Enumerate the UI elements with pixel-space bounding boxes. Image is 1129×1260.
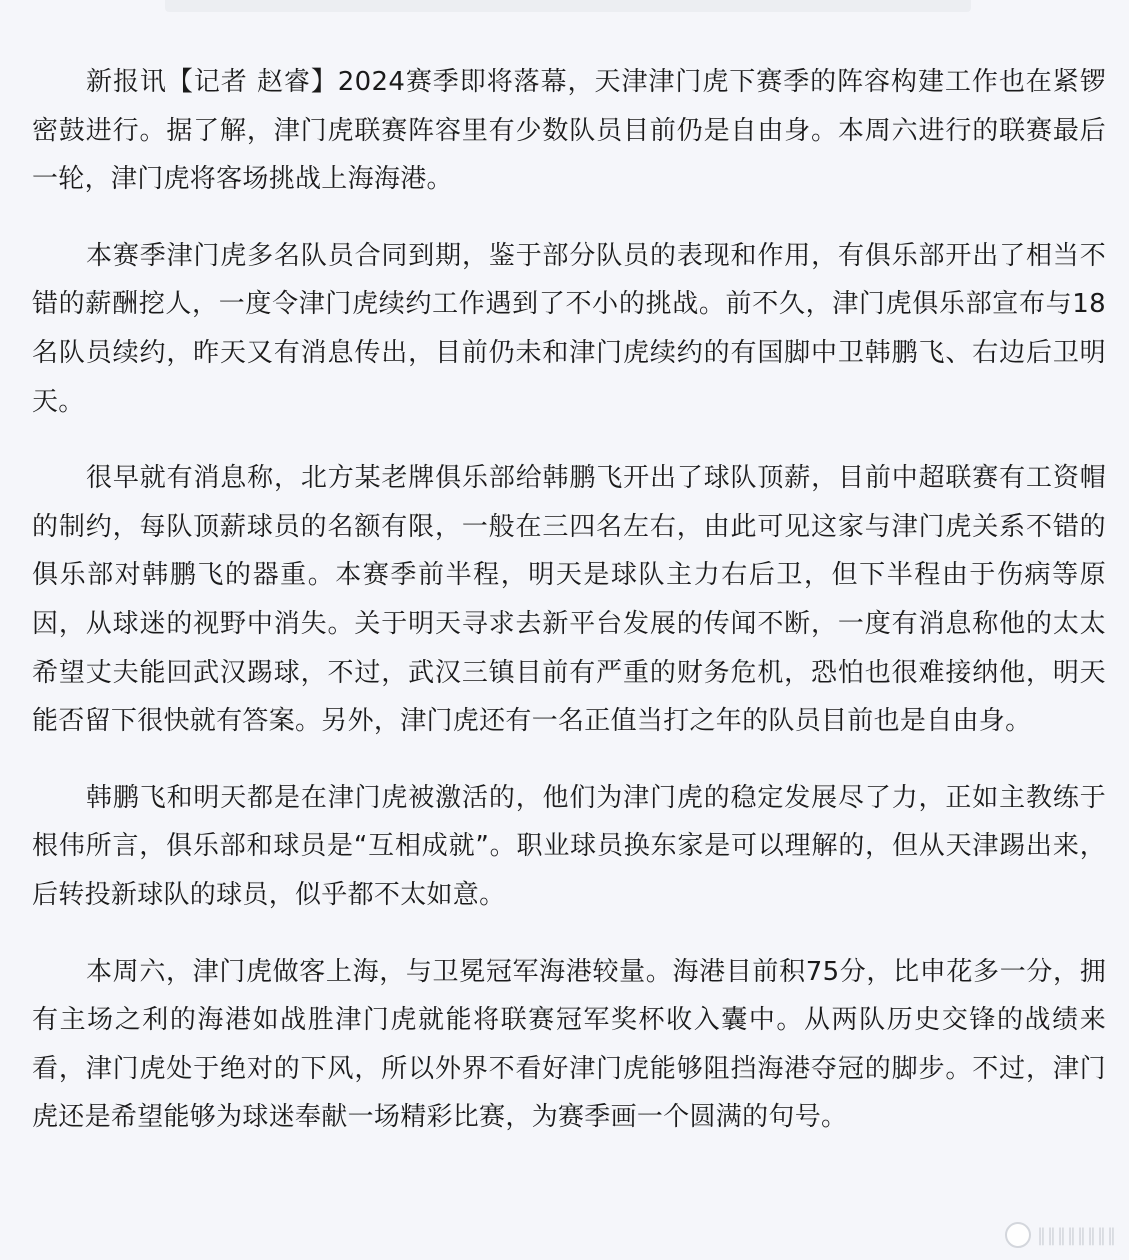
paragraph-1: 新报讯【记者 赵睿】2024赛季即将落幕，天津津门虎下赛季的阵容构建工作也在紧锣密鼓进行。据了解，津门虎联赛阵容里有少数队员目前仍是自由身。本周六进行的联赛最后一轮，津门虎将客场挑战上海海港。 [32,67,1106,195]
weibo-logo-icon [1005,1222,1031,1248]
watermark-text: ‖‖‖‖‖‖‖‖ [1037,1224,1117,1246]
paragraph-2: 本赛季津门虎多名队员合同到期，鉴于部分队员的表现和作用，有俱乐部开出了相当不错的薪酬挖人，一度令津门虎续约工作遇到了不小的挑战。前不久，津门虎俱乐部宣布与18名队员续约，昨天又有消息传出，目前仍未和津门虎续约的有国脚中卫韩鹏飞、右边后卫明天。 [32,240,1106,417]
watermark [1005,1222,1117,1248]
paragraph-5: 本周六，津门虎做客上海，与卫冕冠军海港较量。海港目前积75分，比申花多一分，拥有主场之利的海港如战胜津门虎就能将联赛冠军奖杯收入囊中。从两队历史交锋的战绩来看，津门虎处于绝对的下风，所以外界不看好津门虎能够阻挡海港夺冠的脚步。不过，津门虎还是希望能够为球迷奉献一场精彩比赛，为赛季画一个圆满的句号。 [32,956,1106,1133]
paragraph-3: 很早就有消息称，北方某老牌俱乐部给韩鹏飞开出了球队顶薪，目前中超联赛有工资帽的制约，每队顶薪球员的名额有限，一般在三四名左右，由此可见这家与津门虎关系不错的俱乐部对韩鹏飞的器重。本赛季前半程，明天是球队主力右后卫，但下半程由于伤病等原因，从球迷的视野中消失。关于明天寻求去新平台发展的传闻不断，一度有消息称他的太太希望丈夫能回武汉踢球，不过，武汉三镇目前有严重的财务危机，恐怕也很难接纳他，明天能否留下很快就有答案。另外，津门虎还有一名正值当打之年的队员目前也是自由身。 [32,463,1106,737]
top-card-edge [165,0,971,12]
article-body [32,58,1106,1170]
paragraph-4: 韩鹏飞和明天都是在津门虎被激活的，他们为津门虎的稳定发展尽了力，正如主教练于根伟所言，俱乐部和球员是“互相成就”。职业球员换东家是可以理解的，但从天津踢出来，后转投新球队的球员，似乎都不太如意。 [32,782,1106,910]
